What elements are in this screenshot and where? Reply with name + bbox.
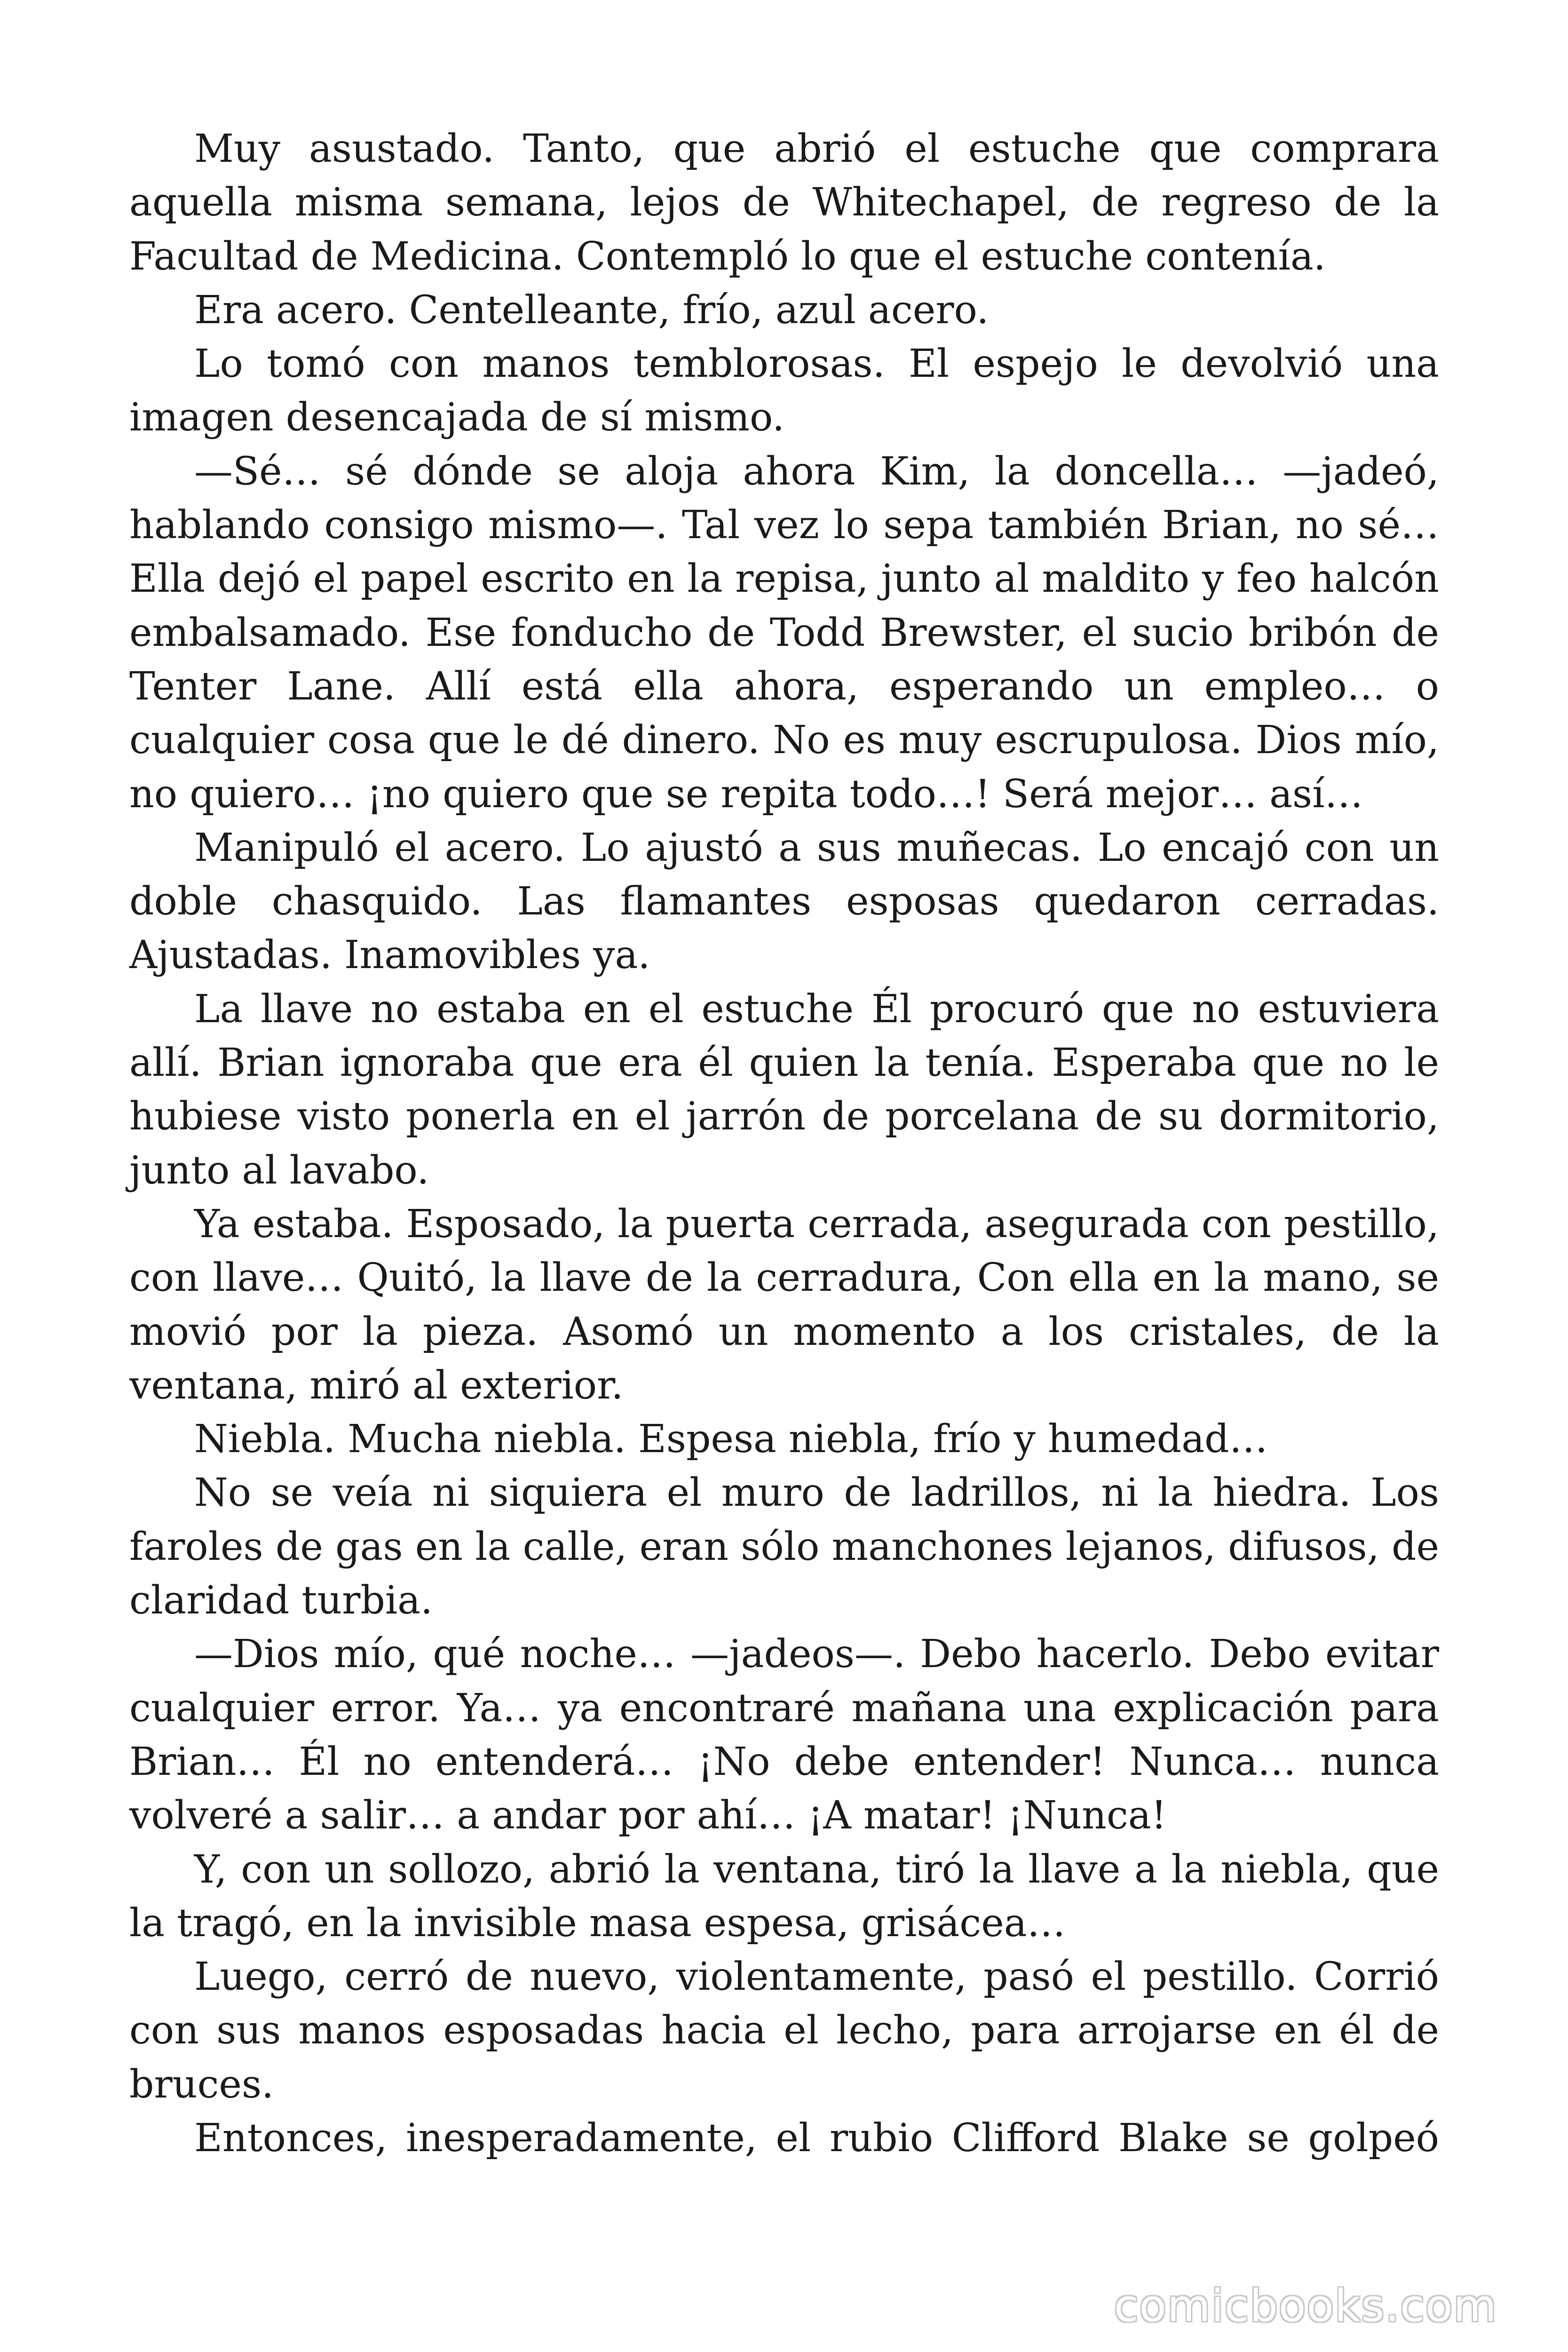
- paragraph: Ya estaba. Esposado, la puerta cerrada, asegurada con pestillo, con llave… Quitó, la llave de la cerradura, Con ella en la mano, se movió por la pieza. Asomó un momento a los cristales, de la ventana, miró al exterior.: [129, 1201, 1439, 1408]
- paragraph: Manipuló el acero. Lo ajustó a sus muñecas. Lo encajó con un doble chasquido. Las flamantes esposas quedaron cerradas. Ajustadas. Inamovibles ya.: [129, 825, 1439, 978]
- site-watermark: comicbooks.com: [1114, 2280, 1497, 2332]
- paragraph: Niebla. Mucha niebla. Espesa niebla, frío y humedad…: [194, 1417, 1268, 1462]
- paragraph: Lo tomó con manos temblorosas. El espejo le devolvió una imagen desencajada de sí mismo.: [129, 342, 1439, 440]
- paragraph: La llave no estaba en el estuche Él procuró que no estuviera allí. Brian ignoraba que era él quien la tenía. Esperaba que no le hubiese visto ponerla en el jarrón de porcelana de su dormitorio, junto al lavabo.: [129, 986, 1439, 1193]
- paragraph: Y, con un sollozo, abrió la ventana, tiró la llave a la niebla, que la tragó, en la invisible masa espesa, grisácea…: [129, 1847, 1439, 1946]
- paragraph: No se veía ni siquiera el muro de ladrillos, ni la hiedra. Los faroles de gas en la calle, eran sólo manchones lejanos, difusos, de claridad turbia.: [129, 1470, 1439, 1623]
- paragraph: Era acero. Centelleante, frío, azul acero.: [194, 287, 989, 333]
- paragraph: Muy asustado. Tanto, que abrió el estuche que comprara aquella misma semana, lejos de Whitechapel, de regreso de la Facultad de Medicina. Contempló lo que el estuche contenía.: [129, 127, 1439, 279]
- paragraph: —Dios mío, qué noche… —jadeos—. Debo hacerlo. Debo evitar cualquier error. Ya… ya encontraré mañana una explicación para Brian… Él no entenderá… ¡No debe entender! Nunca… nunca volveré a salir… a andar por ahí… ¡A matar! ¡Nunca!: [129, 1632, 1439, 1838]
- paragraph: Luego, cerró de nuevo, violentamente, pasó el pestillo. Corrió con sus manos esposadas hacia el lecho, para arrojarse en él de bruces.: [129, 1955, 1439, 2107]
- paragraph: —Sé… sé dónde se aloja ahora Kim, la doncella… —jadeó, hablando consigo mismo—. Tal vez lo sepa también Brian, no sé… Ella dejó el papel escrito en la repisa, junto al maldito y feo halcón embalsamado. Ese fonducho de Todd Brewster, el sucio bribón de Tenter Lane. Allí está ella ahora, esperando un empleo… o cualquier cosa que le dé dinero. No es muy escrupulosa. Dios mío, no quiero… ¡no quiero que se repita todo…! Será mejor… así…: [129, 449, 1439, 817]
- paragraph-last: Entonces, inesperadamente, el rubio Clifford Blake se golpeó: [194, 2115, 1439, 2161]
- page-body: [129, 122, 1439, 2165]
